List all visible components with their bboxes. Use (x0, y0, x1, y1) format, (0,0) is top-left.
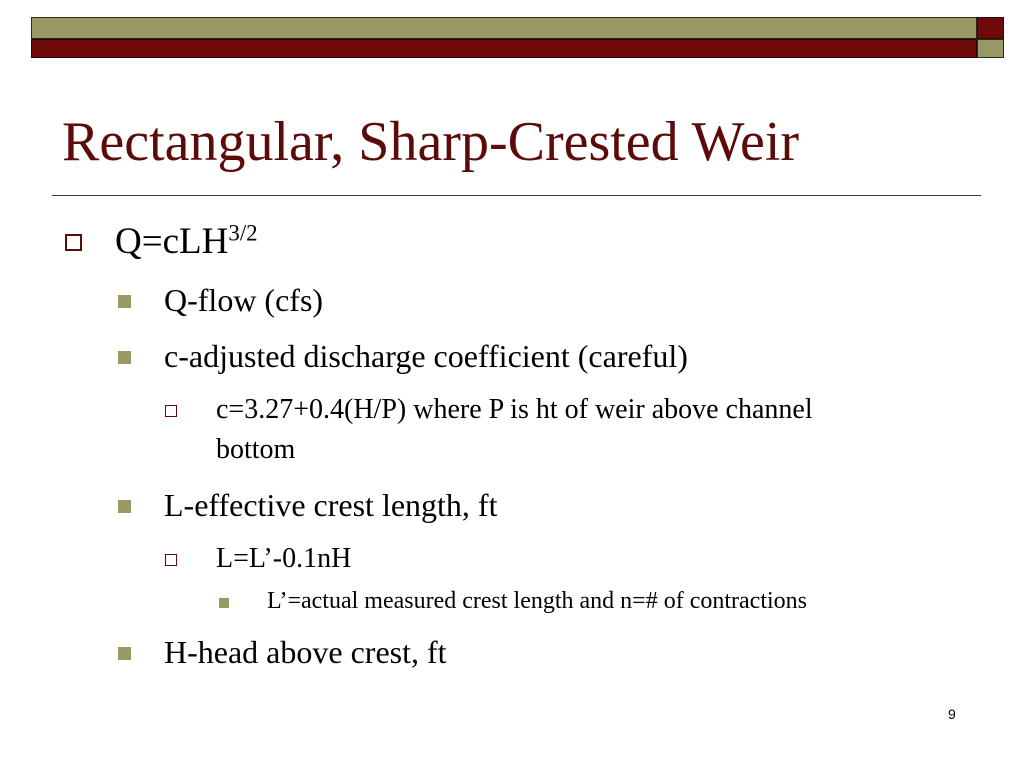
formula-bullet (115, 220, 258, 263)
header-banner-maroon (31, 39, 977, 58)
l-length-bullet: L-effective crest length, ft (164, 487, 498, 523)
q-flow-bullet: Q-flow (cfs) (164, 282, 324, 318)
h-head-bullet: H-head above crest, ft (164, 634, 447, 670)
hollow-square-bullet-icon (165, 554, 177, 566)
header-banner-olive (31, 17, 977, 39)
solid-square-bullet-icon (118, 647, 131, 660)
page-number: 9 (948, 706, 956, 722)
formula-text: Q=cLH (115, 221, 229, 262)
solid-square-bullet-icon (118, 500, 131, 513)
l-equation-bullet: L=L’-0.1nH (216, 543, 352, 574)
hollow-square-bullet-icon (65, 234, 82, 251)
c-equation-line-1: c=3.27+0.4(H/P) where P is ht of weir above channel (216, 394, 813, 425)
solid-square-bullet-icon (118, 351, 131, 364)
l-definition-bullet: L’=actual measured crest length and n=# of contractions (267, 588, 807, 614)
header-corner-olive (977, 39, 1004, 58)
c-coefficient-bullet: c-adjusted discharge coefficient (careful) (164, 338, 688, 374)
header-corner-maroon (977, 17, 1004, 39)
formula-exponent: 3/2 (228, 220, 258, 246)
c-equation-line-2: bottom (216, 434, 296, 465)
title-divider (52, 195, 981, 196)
solid-square-bullet-icon (219, 598, 229, 608)
solid-square-bullet-icon (118, 295, 131, 308)
hollow-square-bullet-icon (165, 405, 177, 417)
slide-title: Rectangular, Sharp-Crested Weir (62, 111, 800, 173)
